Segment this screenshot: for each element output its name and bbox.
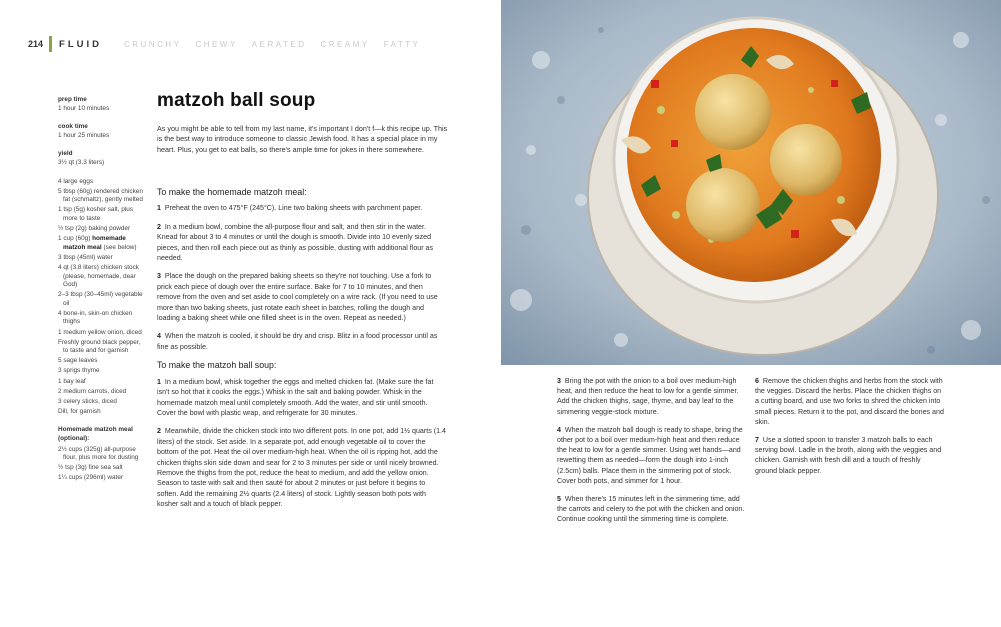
prep-time-label: prep time <box>58 96 87 103</box>
step-number: 4 <box>157 332 161 341</box>
ingredient-item: ½ tsp (3g) fine sea salt <box>58 464 123 472</box>
method-column-2 <box>557 376 746 533</box>
ingredient-crossref: homemade matzoh meal <box>63 235 126 251</box>
page-header <box>28 36 435 52</box>
step-text: When the matzoh ball dough is ready to shape, bring the other pot to a boil over medium-high heat and then reduce the heat to low for a gentle simmer. Using wet hands—and rewetting them as needed—form the dough into 1-inch (2.5cm) balls. Place them in the simmering pot of stock. Cover both pots, and simmer for 1 hour. <box>557 425 743 485</box>
method-step <box>157 331 447 352</box>
texture-label: AERATED <box>251 39 307 49</box>
section-heading: To make the matzoh ball soup: <box>157 360 277 371</box>
step-number: 4 <box>557 425 561 434</box>
ingredient-item: 5 sage leaves <box>58 357 98 365</box>
yield <box>58 150 144 167</box>
method-column <box>157 187 447 518</box>
step-text: Use a slotted spoon to transfer 3 matzoh balls to each serving bowl. Ladle in the broth, along with the veggies and chicken. Garnish with fresh dill and a touch of freshly ground black pepper. <box>755 436 942 475</box>
step-number: 1 <box>157 377 161 386</box>
method-step <box>755 376 944 427</box>
ingredient-item: ½ tsp (2g) baking powder <box>58 225 131 233</box>
ingredient-item: 2½ cups (325g) all-purpose flour, plus more for dusting <box>58 445 139 462</box>
soup-photo <box>501 0 1001 365</box>
step-text: When the matzoh is cooled, it should be dry and crisp. Blitz in a food processor until as fine as possible. <box>157 332 438 351</box>
ingredient-item: 3 celery sticks, diced <box>58 397 117 405</box>
cook-time-value: 1 hour 25 minutes <box>58 131 110 139</box>
prep-time <box>58 96 144 113</box>
ingredient-list <box>58 178 144 417</box>
sub-ingredients-heading: Homemade matzoh meal (optional): <box>58 426 133 442</box>
step-text: In a medium bowl, combine the all-purpose flour and salt, and then stir in the water. Knead for about 3 to 4 minutes or until the dough is smooth. Divide into 10 evenly sized pieces, and then roll each piece out as thinly as possible, dusting with additional flour as needed. <box>157 222 434 263</box>
ingredient-item: 3 sprigs thyme <box>58 367 100 375</box>
cook-time-label: cook time <box>58 123 88 131</box>
ingredient-item: 5 tbsp (60g) rendered chicken fat (schmaltz), gently melted <box>58 187 143 204</box>
ingredient-item: Freshly ground black pepper, to taste and for garnish <box>58 338 141 355</box>
ingredient-item: 2–3 tbsp (30–45ml) vegetable oil <box>58 291 143 307</box>
ingredient-qty: 1 cup (60g) <box>58 235 93 243</box>
method-step <box>157 271 447 323</box>
chapter-accent-bar <box>49 36 52 52</box>
ingredient-item: 4 bone-in, skin-on chicken thighs <box>58 309 133 326</box>
step-text: In a medium bowl, whisk together the eggs and melted chicken fat. (Make sure the fat isn't so hot that it cooks the eggs.) Whisk in the salt and baking powder. Whisk in the homemade matzoh meal until completely smooth. Add the water, and stir until smooth. Cover the bowl with plastic wrap, and refrigerate for 30 minutes. <box>157 377 434 417</box>
step-text: When there's 15 minutes left in the simmering time, add the carrots and celery to the pot with the chicken and onion. Continue cooking until the simmering time is complete. <box>557 495 745 524</box>
step-text: Meanwhile, divide the chicken stock into two different pots. In one pot, add 1½ quarts (1.4 liters) of the stock. Set aside. In a separate pot, add enough vegetable oil to cover the bottom of the pot. Heat the oil over medium-high heat. When the oil is ripping hot, add the chicken thighs skin side down and sear for 2 to 3 minutes per side or until nicely browned. Remove the thighs from the pot, reduce the heat to medium, and add the yellow onion. Season to taste with salt and then sauté for about 2 minutes or just before it begins to soften. Add the remaining 2½ quarts (2.4 liters) of stock. Lightly season both pots with kosher salt and a touch of black pepper. <box>157 427 446 509</box>
step-text: Place the dough on the prepared baking sheets so they're not touching. Use a fork to prick each piece of dough over the entire surface. Bake for 7 to 10 minutes, and then remove from the oven and set aside to cool completely on a wire rack. (If you need to use more than two baking sheets, just rotate each sheet in batches, rolling the dough and loading a baking sheet while one filled sheet is in the oven. Repeat as needed.) <box>157 272 438 323</box>
ingredient-item: 1¼ cups (296ml) water <box>58 474 123 482</box>
step-text: Remove the chicken thighs and herbs from the stock with the veggies. Discard the herbs. Place the chicken thighs on a cutting board, and use two forks to shred the chicken into small pieces. Return it to the pot, and discard the bones and skin. <box>755 377 944 426</box>
step-text: Preheat the oven to 475°F (245°C). Line two baking sheets with parchment paper. <box>164 204 423 213</box>
ingredient-item: 3 tbsp (45ml) water <box>58 253 113 261</box>
step-number: 3 <box>557 377 561 385</box>
ingredient-item: 4 large eggs <box>58 177 94 185</box>
recipe-intro: As you might be able to tell from my last name, it's important I don't f—k this recipe up. This is the best way to introduce someone to classic Jewish food. It has a special place in my heart. Plus, you get to eat balls, so there's ample time for jokes in there somewhere. <box>157 124 448 154</box>
sub-ingredient-list <box>58 446 144 483</box>
method-step <box>557 494 746 525</box>
ingredient-note: (see below) <box>101 243 137 251</box>
texture-label: CRUNCHY <box>124 39 182 49</box>
step-text: Bring the pot with the onion to a boil over medium-high heat, and then reduce the heat to low for a gentle simmer. Add the chicken thighs, sage, thyme, and bay leaf to the simmering veggie-stock mixture. <box>557 377 739 416</box>
recipe-sidebar <box>58 96 144 484</box>
method-step <box>157 203 447 213</box>
yield-value: 3½ qt (3.3 liters) <box>58 158 105 166</box>
ingredient-item: Dill, for garnish <box>58 407 101 415</box>
ingredient-item: 2 medium carrots, diced <box>58 387 127 395</box>
page-number: 214 <box>28 39 44 49</box>
method-step <box>157 426 447 509</box>
ingredient-item <box>58 235 144 252</box>
step-number: 7 <box>755 436 759 445</box>
chapter-title: FLUID <box>59 38 102 50</box>
step-number: 5 <box>557 495 561 504</box>
texture-label: FATTY <box>383 39 421 49</box>
texture-label: CHEWY <box>195 39 238 49</box>
step-number: 2 <box>157 427 161 436</box>
method-step <box>557 376 746 417</box>
method-step <box>157 222 447 264</box>
method-step <box>157 377 447 419</box>
step-number: 6 <box>755 377 759 385</box>
step-number: 2 <box>157 222 161 231</box>
ingredient-item: 1 bay leaf <box>58 377 86 385</box>
ingredient-item: 4 qt (3.8 liters) chicken stock (please, homemade, dear God) <box>58 263 139 289</box>
method-column-3 <box>755 376 944 484</box>
yield-label: yield <box>58 150 73 158</box>
recipe-title: matzoh ball soup <box>157 90 316 111</box>
prep-time-value: 1 hour 10 minutes <box>58 104 110 112</box>
ingredient-item: 1 tsp (5g) kosher salt, plus more to taste <box>58 206 133 222</box>
section-heading: To make the homemade matzoh meal: <box>157 187 307 197</box>
step-number: 3 <box>157 272 161 281</box>
cook-time <box>58 123 144 140</box>
method-step <box>755 435 944 476</box>
method-step <box>557 425 746 486</box>
step-number: 1 <box>157 204 161 213</box>
texture-label: CREAMY <box>320 39 370 49</box>
ingredient-item: 1 medium yellow onion, diced <box>58 328 142 336</box>
